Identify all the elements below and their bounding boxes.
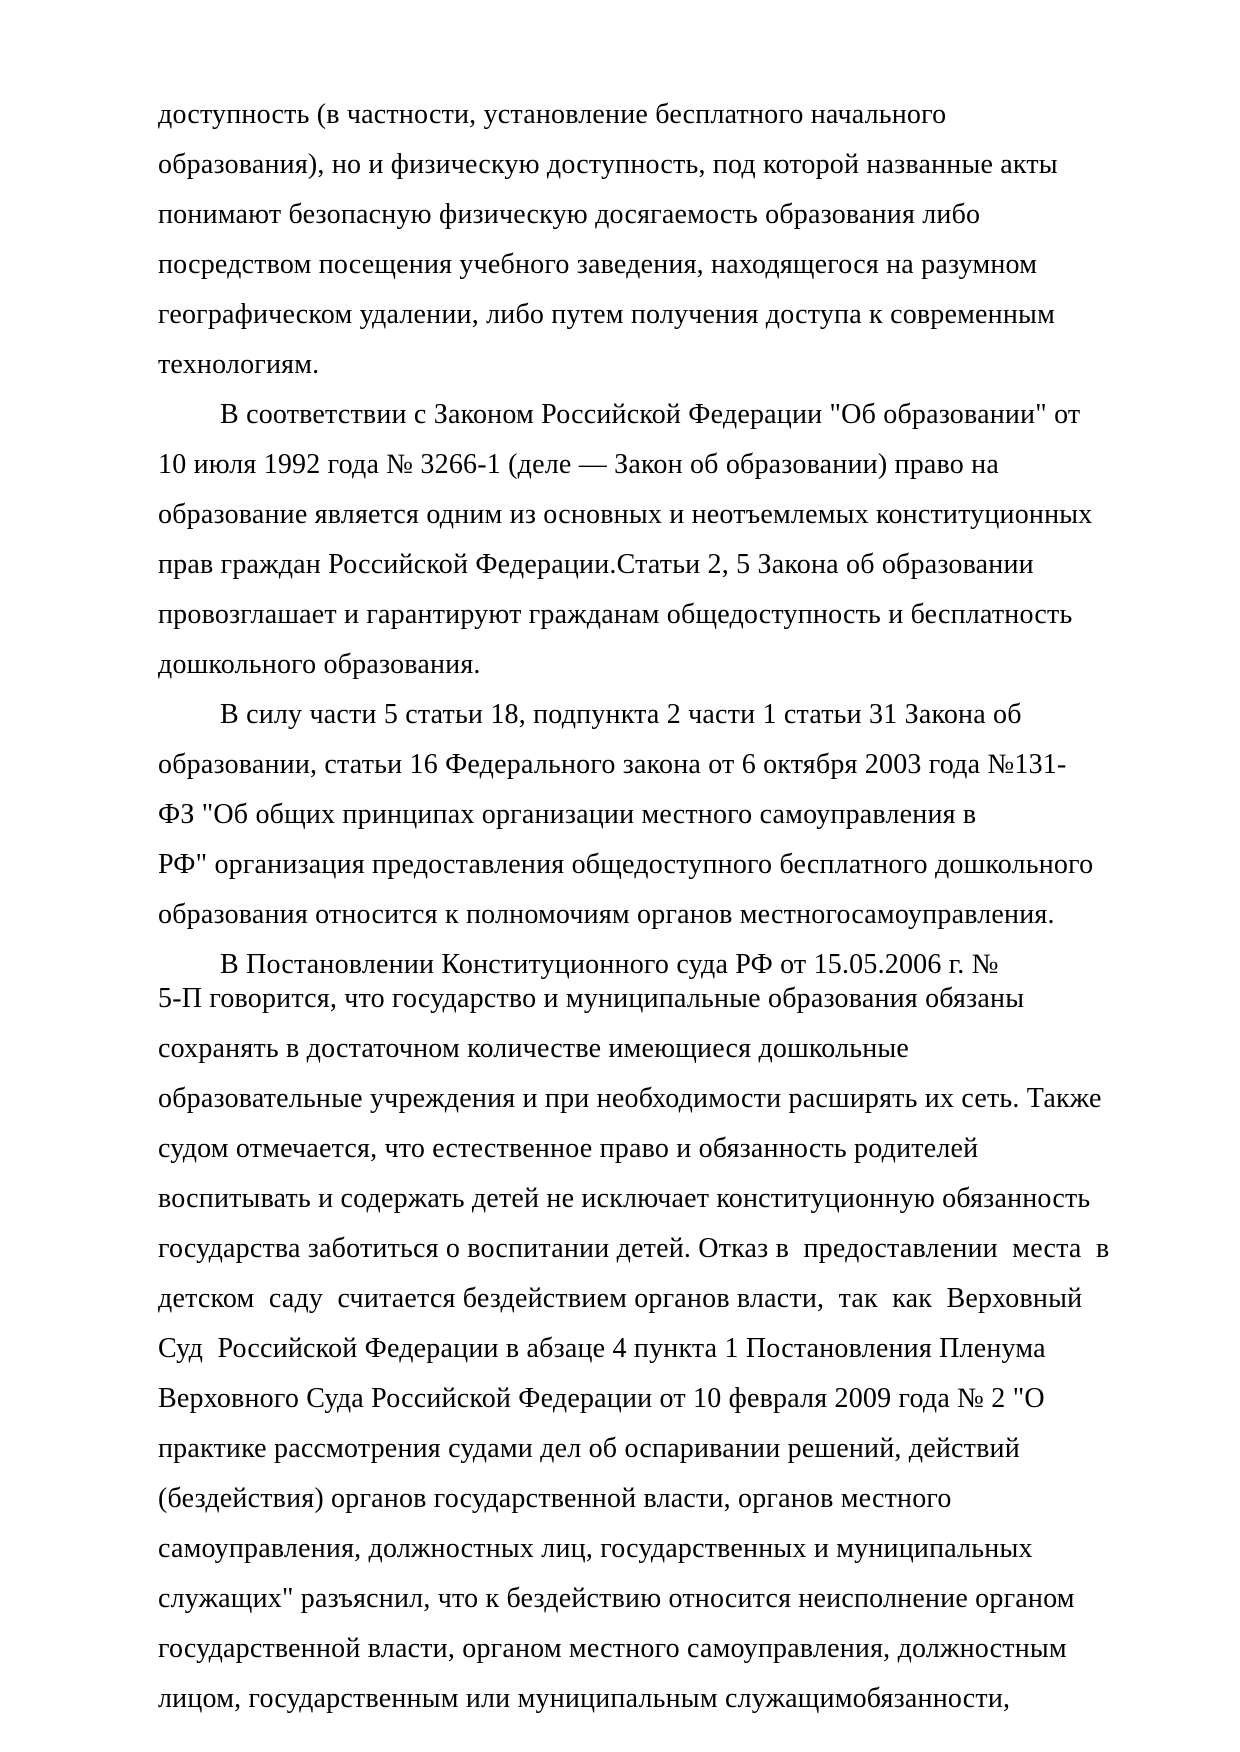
- text-line: образование является одним из основных и неотъемлемых конституционных: [158, 499, 1093, 530]
- text-line: государства заботиться о воспитании детей. Отказ в предоставлении места в: [158, 1233, 1110, 1264]
- text-line: самоуправления, должностных лиц, государственных и муниципальных: [158, 1533, 1033, 1564]
- text-line: воспитывать и содержать детей не исключает конституционную обязанность: [158, 1183, 1091, 1214]
- text-line: образовании, статьи 16 Федерального закона от 6 октября 2003 года №131-: [158, 749, 1067, 780]
- text-line: служащих" разъяснил, что к бездействию относится неисполнение органом: [158, 1583, 1075, 1614]
- text-line: образовательные учреждения и при необходимости расширять их сеть. Также: [158, 1083, 1102, 1114]
- text-line: В Постановлении Конституционного суда РФ от 15.05.2006 г. №: [220, 949, 999, 980]
- text-line: государственной власти, органом местного самоуправления, должностным: [158, 1633, 1067, 1664]
- text-line: 10 июля 1992 года № 3266-1 (деле — Закон об образовании) право на: [158, 449, 999, 480]
- text-line: сохранять в достаточном количестве имеющиеся дошкольные: [158, 1033, 910, 1064]
- document-text: [158, 90, 1118, 1724]
- text-line: В силу части 5 статьи 18, подпункта 2 части 1 статьи 31 Закона об: [220, 699, 1022, 730]
- text-line: (бездействия) органов государственной власти, органов местного: [158, 1483, 952, 1514]
- text-line: 5-П говорится, что государство и муниципальные образования обязаны: [158, 983, 1025, 1014]
- text-line: технологиям.: [158, 349, 320, 380]
- text-line: прав граждан Российской Федерации.Статьи 2, 5 Закона об образовании: [158, 549, 1034, 580]
- text-line: лицом, государственным или муниципальным служащимобязанности,: [158, 1683, 1011, 1714]
- text-line: географическом удалении, либо путем получения доступа к современным: [158, 299, 1055, 330]
- text-line: судом отмечается, что естественное право и обязанность родителей: [158, 1133, 979, 1164]
- text-line: образования относится к полномочиям органов местногосамоуправления.: [158, 899, 1055, 930]
- text-line: Суд Российской Федерации в абзаце 4 пункта 1 Постановления Пленума: [158, 1333, 1046, 1364]
- text-line: образования), но и физическую доступность, под которой названные акты: [158, 149, 1058, 180]
- text-line: ФЗ "Об общих принципах организации местного самоуправления в: [158, 799, 977, 830]
- text-line: В соответствии с Законом Российской Федерации "Об образовании" от: [220, 399, 1081, 430]
- text-line: доступность (в частности, установление бесплатного начального: [158, 99, 947, 130]
- text-line: дошкольного образования.: [158, 649, 481, 680]
- text-line: РФ" организация предоставления общедоступного бесплатного дошкольного: [158, 849, 1094, 880]
- text-line: понимают безопасную физическую досягаемость образования либо: [158, 199, 981, 230]
- text-line: посредством посещения учебного заведения, находящегося на разумном: [158, 249, 1038, 280]
- text-line: практике рассмотрения судами дел об оспаривании решений, действий: [158, 1433, 1020, 1464]
- text-line: детском саду считается бездействием органов власти, так как Верховный: [158, 1283, 1083, 1314]
- text-line: Верховного Суда Российской Федерации от 10 февраля 2009 года № 2 "О: [158, 1383, 1045, 1414]
- text-line: провозглашает и гарантируют гражданам общедоступность и бесплатность: [158, 599, 1073, 630]
